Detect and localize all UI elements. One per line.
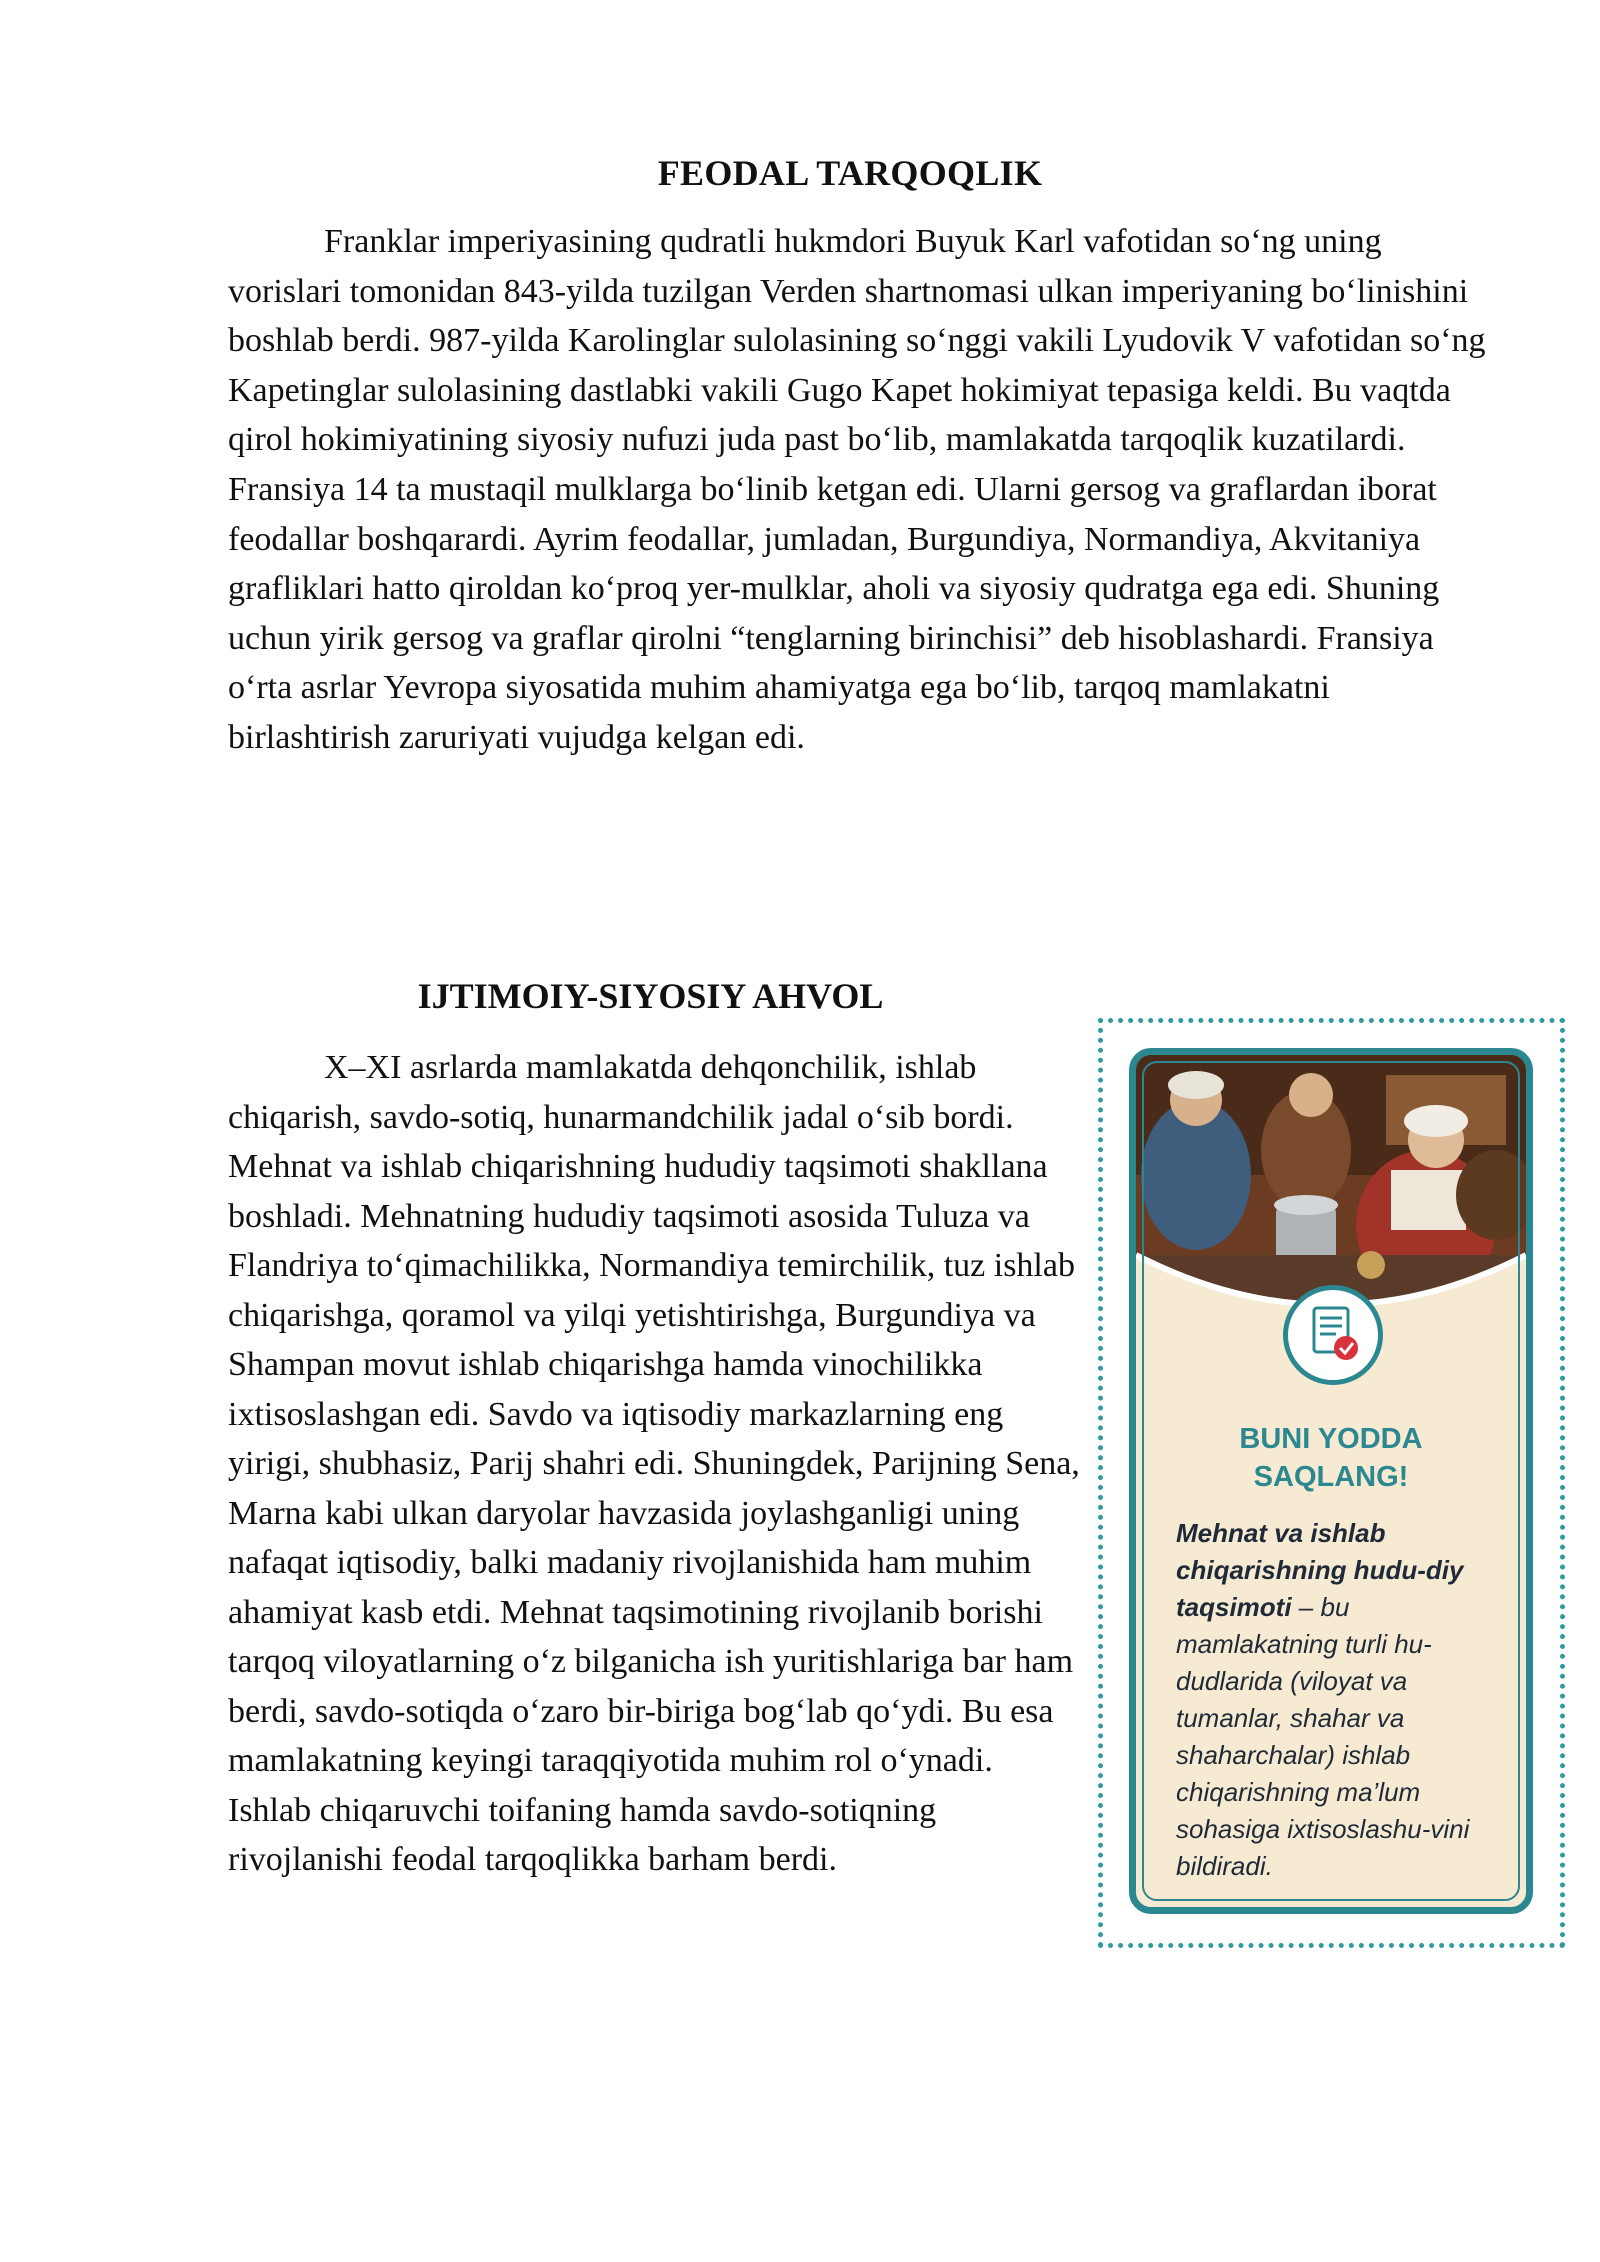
paragraph-text: X–XI asrlarda mamlakatda dehqonchilik, ishlab chiqarish, savdo-sotiq, hunarmandchilik jadal o‘sib bordi. Mehnat va ishlab chiqarishning hududiy taqsimoti shakllana boshladi. Mehnatning hududiy taqsimoti asosida Tuluza va Flandriya to‘qimachilikka, Normandiya temirchilik, tuz ishlab chiqarishga, qoramol va yilqi yetishtirishga, Burgundiya va Shampan movut ishlab chiqarishga hamda vinochilikka ixtisoslashgan edi. Savdo va iqtisodiy markazlarning eng yirigi, shubhasiz, Parij shahri edi. Shuningdek, Parijning Sena, Marna kabi ulkan daryolar havzasida joylashganligi uning nafaqat iqtisodiy, balki madaniy rivojlanishida ham muhim ahamiyat kasb etdi. Mehnat taqsimotining rivojlanib borishi tarqoq viloyatlarning o‘z bilganicha ish yuritishlariga bar ham berdi, savdo-sotiqda o‘zaro bir-biriga bog‘lab qo‘ydi. Bu esa mamlakatning keyingi taraqqiyotida muhim rol o‘ynadi. Ishlab chiqaruvchi toifaning hamda savdo-sotiqning rivojlanishi feodal tarqoqlikka barham berdi. — [228, 1049, 1080, 1878]
document-checkmark-icon — [1288, 1290, 1378, 1380]
paragraph-text: Franklar imperiyasining qudratli hukmdori Buyuk Karl vafotidan so‘ng uning vorislari tomonidan 843-yilda tuzilgan Verden shartnomasi ulkan imperiyaning bo‘linishini boshlab berdi. 987-yilda Karolinglar sulolasining so‘nggi vakili Lyudovik V vafotidan so‘ng Kapetinglar sulolasining dastlabki vakili Gugo Kapet hokimiyat tepasiga keldi. Bu vaqtda qirol hokimiyatining siyosiy nufuzi juda past bo‘lib, mamlakatda tarqoqlik kuzatilardi. Fransiya 14 ta mustaqil mulklarga bo‘linib ketgan edi. Ularni gersog va graflardan iborat feodallar boshqarardi. Ayrim feodallar, jumladan, Burgundiya, Normandiya, Akvitaniya grafliklari hatto qiroldan ko‘proq yer-mulklar, aholi va siyosiy qudratga ega edi. Shuning uchun yirik gersog va graflar qirolni “tenglarning birinchisi” deb hisoblashardi. Fransiya o‘rta asrlar Yevropa siyosatida muhim ahamiyatga ega bo‘lib, tarqoq mamlakatni birlashtirish zaruriyati vujudga kelgan edi. — [228, 223, 1486, 756]
emblem-badge — [1283, 1285, 1383, 1385]
section-title-feodal-tarqoqlik: FEODAL TARQOQLIK — [657, 153, 1043, 193]
section-paragraph-feodal-tarqoqlik — [228, 217, 1490, 763]
note-heading-line-1: BUNI YODDA — [1239, 1423, 1423, 1455]
remember-note-card — [1129, 1048, 1533, 1914]
note-heading — [1136, 1420, 1526, 1496]
note-term: Mehnat va ishlab chiqarishning hudu-diy taqsimoti — [1176, 1518, 1464, 1622]
section-paragraph-ijtimoiy-siyosiy-ahvol — [228, 1043, 1080, 1885]
note-definition-text: – bu mamlakatning turli hu-dudlarida (viloyat va tumanlar, shahar va shaharchalar) ishlab chiqarishning ma’lum sohasiga ixtisoslashu-vini bildiradi. — [1176, 1592, 1470, 1881]
note-definition — [1176, 1515, 1502, 1885]
section-title-ijtimoiy-siyosiy-ahvol: IJTIMOIY-SIYOSIY AHVOL — [417, 976, 884, 1016]
note-heading-line-2: SAQLANG! — [1253, 1461, 1409, 1493]
